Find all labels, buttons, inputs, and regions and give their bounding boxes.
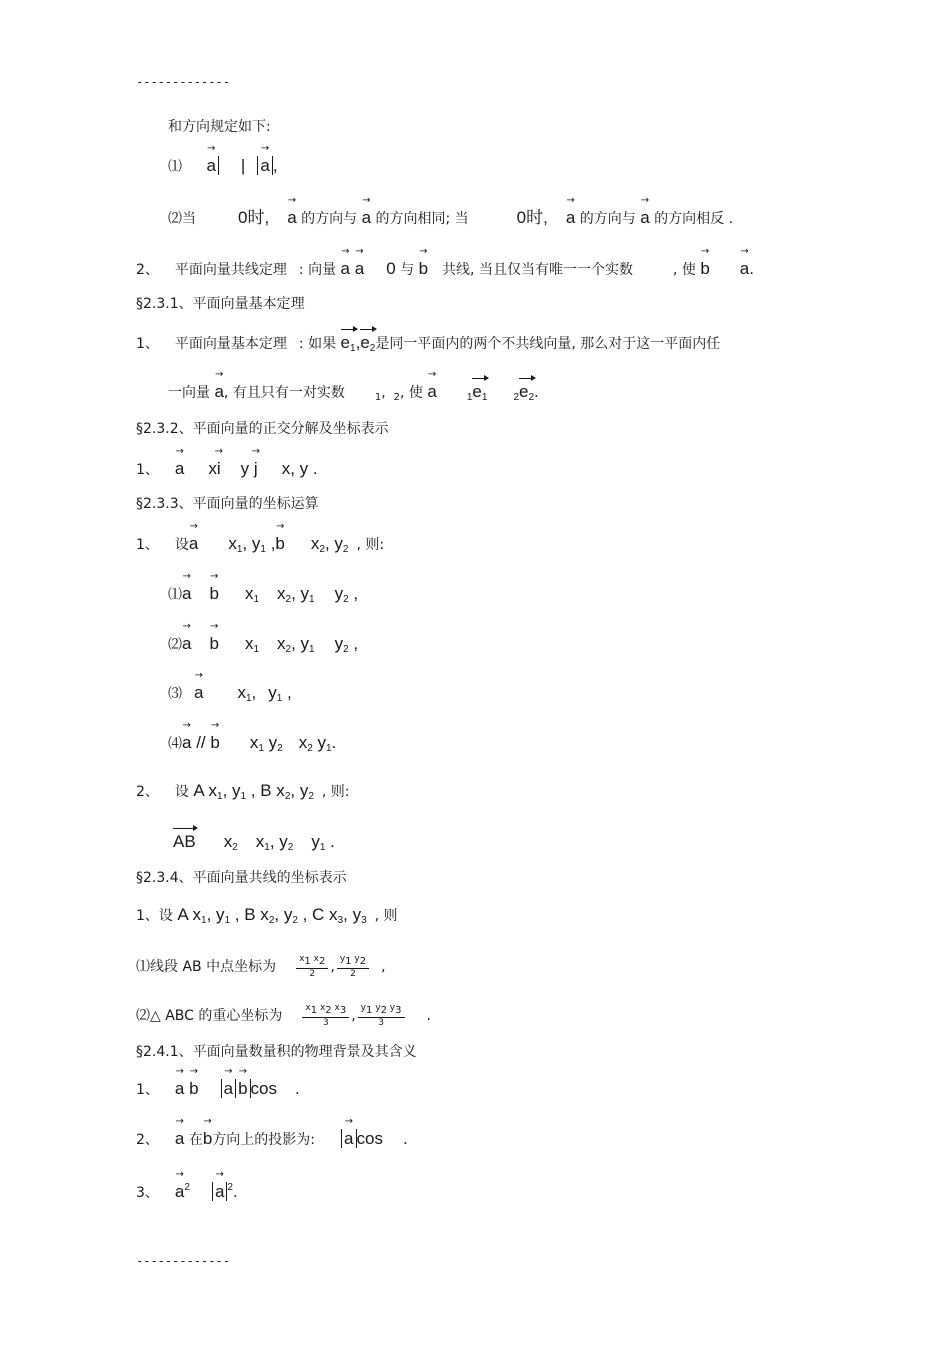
- formula-coords-def: [136, 535, 384, 555]
- text-line-direction-rule: 和方向规定如下:: [168, 119, 271, 135]
- formula-line-direction: [168, 209, 733, 226]
- vec-a: → a: [362, 209, 371, 226]
- formula-midpoint: ⑴线段 AB 中点坐标为 $\frac{x_1 x_2}{2}$ , $\frac{y_1 y_2}{2}$ ,: [136, 954, 386, 979]
- item-number: ⑶: [168, 686, 182, 702]
- formula-magnitude: → a |→ a ,: [186, 156, 277, 175]
- text-let: 1、设: [136, 908, 173, 924]
- text-let: 设: [174, 537, 189, 553]
- formula: → a $x_1$, $y_1$ ,: [194, 683, 292, 702]
- text-let: 设: [174, 784, 189, 800]
- item-number: 1、: [136, 462, 159, 478]
- vec-b: → b: [419, 260, 428, 277]
- theorem-title: 平面向量共线定理: [174, 262, 287, 278]
- formula-three-points: [136, 906, 398, 926]
- vec-a: → a: [175, 1130, 184, 1147]
- text-gt-zero: 0时,: [238, 208, 270, 227]
- text-centroid: ⑵△ ABC 的重心坐标为: [136, 1008, 283, 1024]
- formula-line-magnitude: [168, 157, 278, 174]
- formula: AB $x_2$ $x_1$, $y_2$ $y_1$ .: [173, 832, 335, 853]
- vec-a: → a: [214, 383, 223, 400]
- fraction: $\frac{y_1 y_2}{2}$: [337, 955, 369, 979]
- formula: → b→ a.: [700, 259, 754, 278]
- fraction: $\frac{x_1 x_2 x_3}{3}$: [302, 1004, 349, 1028]
- text-dir: 的方向与: [579, 211, 636, 227]
- theorem-title: 平面向量基本定理: [174, 336, 287, 352]
- item-number: 1、: [136, 336, 159, 352]
- formula-points-def: [136, 782, 350, 802]
- formula-basis: $e_1,e_2$: [340, 333, 376, 354]
- header-rule: -------------: [136, 75, 230, 89]
- formula: A $x_1$, $y_1$ , B $x_2$, $y_2$ , C $x_3$, $y_3$: [177, 905, 367, 926]
- text-same-result: 的方向相同; 当: [375, 211, 469, 227]
- text-opposite: 的方向相反 .: [654, 211, 734, 227]
- formula: → a→ b $x_1$ $x_2$, $y_1$ $y_2$ ,: [182, 584, 358, 603]
- item-number: 3、: [136, 1185, 159, 1201]
- formula-parallel: [168, 734, 336, 754]
- formula-orthogonal: [136, 460, 318, 477]
- item-number: 1、: [136, 1082, 159, 1098]
- item-number: ⑴: [168, 159, 182, 175]
- item-number: 1、: [136, 537, 159, 553]
- text-midpoint: ⑴线段 AB 中点坐标为: [136, 959, 277, 975]
- vec-b: → b: [203, 1130, 212, 1147]
- formula-dot-product: [136, 1080, 300, 1097]
- section-heading: §2.3.3、平面向量的坐标运算: [136, 496, 319, 512]
- text-projection: 方向上的投影为:: [212, 1132, 316, 1148]
- theorem-text: 是同一平面内的两个不共线向量, 那么对于这一平面内任: [375, 336, 721, 352]
- text-lt-zero: 0时,: [516, 208, 548, 227]
- vec-a: → a: [640, 209, 649, 226]
- formula: → a x→ i y → j x, y .: [175, 459, 318, 478]
- section-heading: §2.4.1、平面向量数量积的物理背景及其含义: [136, 1044, 417, 1060]
- theorem-text: 一向量: [168, 385, 210, 401]
- item-number: ⑵: [168, 637, 182, 653]
- formula-projection: [136, 1130, 408, 1147]
- formula: → a → b→ a→ b cos .: [175, 1079, 300, 1098]
- formula: → a→ b $x_1$ $x_2$, $y_1$ $y_2$ ,: [182, 634, 358, 653]
- theorem-text: : 如果: [298, 336, 337, 352]
- formula: A $x_1$, $y_1$ , B $x_2$, $y_2$: [193, 781, 314, 802]
- theorem-text: , 有且只有一对实数: [223, 385, 345, 401]
- formula-square: [136, 1183, 238, 1200]
- text-when: ⑵当: [168, 211, 196, 227]
- text-then: , 则:: [356, 537, 385, 553]
- text-then: , 则:: [321, 784, 350, 800]
- fraction: $\frac{x_1 x_2}{2}$: [296, 955, 328, 979]
- theorem-text: , 使: [400, 385, 423, 401]
- formula-subtract: [168, 635, 358, 655]
- text-in: 在: [188, 1132, 203, 1148]
- text-then: , 则: [374, 908, 398, 924]
- formula-centroid: ⑵△ ABC 的重心坐标为 $\frac{x_1 x_2 x_3}{3}$ , $\frac{y_1 y_2 y_3}{3}$ .: [136, 1003, 431, 1028]
- theorem-text: , 使: [672, 262, 696, 278]
- item-number: ⑴: [168, 587, 182, 603]
- section-heading: §2.3.2、平面向量的正交分解及坐标表示: [136, 421, 389, 437]
- theorem-text: 共线, 当且仅当有唯一一个实数: [442, 262, 633, 278]
- theorem-text: 与: [400, 262, 415, 278]
- item-number: 2、: [136, 1132, 159, 1148]
- theorem-basis-cont: 一向量 → a, 有且只有一对实数 $_1$, $_2$, 使 → a $_1e_1$ $_2e_2$.: [168, 383, 539, 403]
- section-heading: §2.3.4、平面向量共线的坐标表示: [136, 870, 347, 886]
- formula: → $a^2\to a$ $^2$.: [175, 1182, 238, 1201]
- footer-rule: -------------: [136, 1254, 230, 1268]
- theorem-text: : 向量: [298, 262, 337, 278]
- section-heading: §2.3.1、平面向量基本定理: [136, 296, 305, 312]
- vec-a: → a: [287, 209, 296, 226]
- formula-add: [168, 585, 358, 605]
- formula-scalar: [168, 684, 292, 704]
- fraction: $\frac{y_1 y_2 y_3}{3}$: [358, 1004, 405, 1028]
- formula: → a cos .: [341, 1129, 408, 1148]
- formula-vector-ab: [173, 833, 335, 853]
- theorem-basis: [136, 334, 720, 354]
- item-number: 2、: [136, 262, 159, 278]
- formula: → a $x_1$, $y_1$ ,→ b $x_2$, $y_2$: [189, 534, 349, 553]
- formula: → a // → b $x_1$ $y_2$ $x_2$ $y_1$.: [182, 733, 336, 752]
- item-number: 2、: [136, 784, 159, 800]
- text-same-dir: 的方向与: [301, 211, 358, 227]
- theorem-collinear: [136, 260, 754, 277]
- formula-decomposition: → a $_1e_1$ $_2e_2$.: [427, 382, 538, 401]
- item-number: ⑷: [168, 736, 182, 752]
- formula: → a → a 0: [341, 259, 396, 278]
- vec-a: → a: [566, 209, 575, 226]
